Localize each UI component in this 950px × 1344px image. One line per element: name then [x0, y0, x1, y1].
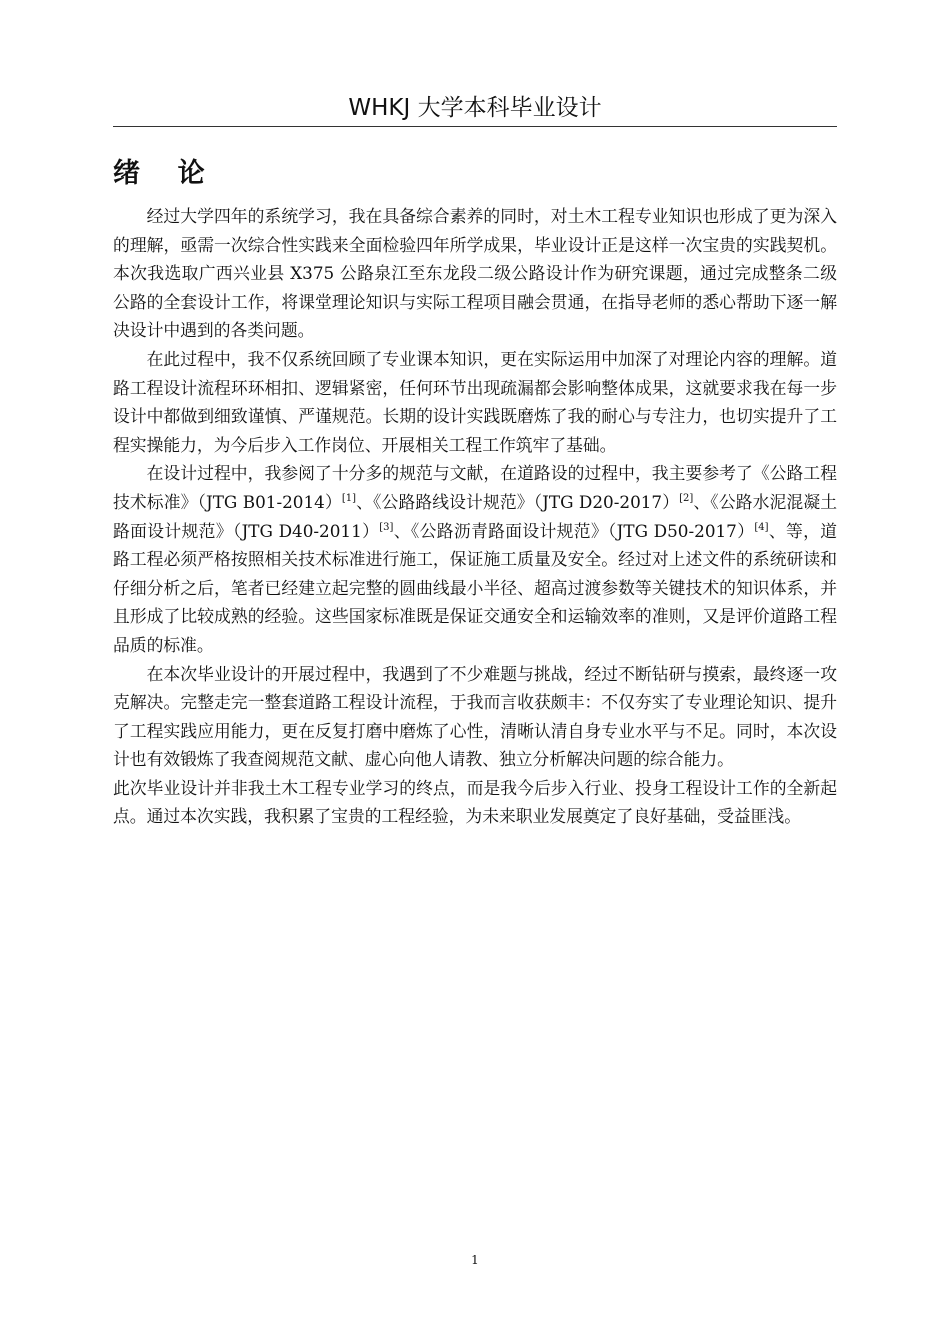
header-divider [113, 126, 837, 127]
paragraph-5: 此次毕业设计并非我土木工程专业学习的终点，而是我今后步入行业、投身工程设计工作的全新起点。通过本次实践，我积累了宝贵的工程经验，为未来职业发展奠定了良好基础，受益匪浅。 [113, 777, 837, 827]
paragraph-3-text-2: 、《公路路线设计规范》（JTG D20-2017） [356, 491, 680, 512]
body-text [113, 202, 837, 831]
paragraph-3-text-5: 、等，道路工程必须严格按照相关技术标准进行施工，保证施工质量及安全。经过对上述文件的系统研读和仔细分析之后，笔者已经建立起完整的圆曲线最小半径、超高过渡参数等关键技术的知识体系，并且形成了比较成熟的经验。这些国家标准既是保证交通安全和运输效率的准则，又是评价道路工程品质的标准。 [113, 520, 837, 655]
paragraph-3-text-1: 在设计过程中，我参阅了十分多的规范与文献，在道路设的过程中，我主要参考了《公路工程技术标准》（JTG B01-2014） [113, 463, 837, 512]
paragraph-3-text-3: 、《公路水泥混凝土路面设计规范》（JTG D40-2011） [113, 491, 838, 541]
running-header: WHKJ 大学本科毕业设计 [348, 95, 602, 121]
paragraph-1: 经过大学四年的系统学习，我在具备综合素养的同时，对土木工程专业知识也形成了更为深入的理解，亟需一次综合性实践来全面检验四年所学成果，毕业设计正是这样一次宝贵的实践契机。本次我选取广西兴业县 X375 公路泉江至东龙段二级公路设计作为研究课题，通过完成整条二级公路的全套设计工作，将课堂理论知识与实际工程项目融会贯通，在指导老师的悉心帮助下逐一解决设计中遇到的各类问题。 [113, 206, 837, 341]
page-number: 1 [471, 1253, 479, 1267]
citation-1: [1] [341, 492, 357, 504]
citation-3: [3] [379, 521, 394, 533]
citation-4: [4] [754, 521, 769, 533]
paragraph-4: 在本次毕业设计的开展过程中，我遇到了不少难题与挑战，经过不断钻研与摸索，最终逐一攻克解决。完整走完一整套道路工程设计流程，于我而言收获颇丰：不仅夯实了专业理论知识、提升了工程实践应用能力，更在反复打磨中磨炼了心性，清晰认清自身专业水平与不足。同时，本次设计也有效锻炼了我查阅规范文献、虚心向他人请教、独立分析解决问题的综合能力。 [113, 663, 837, 770]
paragraph-3-text-4: 、《公路沥青路面设计规范》（JTG D50-2017） [393, 520, 755, 541]
section-title: 绪 论 [113, 158, 205, 189]
citation-2: [2] [679, 492, 694, 504]
paragraph-2: 在此过程中，我不仅系统回顾了专业课本知识，更在实际运用中加深了对理论内容的理解。道路工程设计流程环环相扣、逻辑紧密，任何环节出现疏漏都会影响整体成果，这就要求我在每一步设计中都做到细致谨慎、严谨规范。长期的设计实践既磨炼了我的耐心与专注力，也切实提升了工程实操能力，为今后步入工作岗位、开展相关工程工作筑牢了基础。 [113, 348, 837, 455]
paragraph-3 [113, 459, 837, 659]
